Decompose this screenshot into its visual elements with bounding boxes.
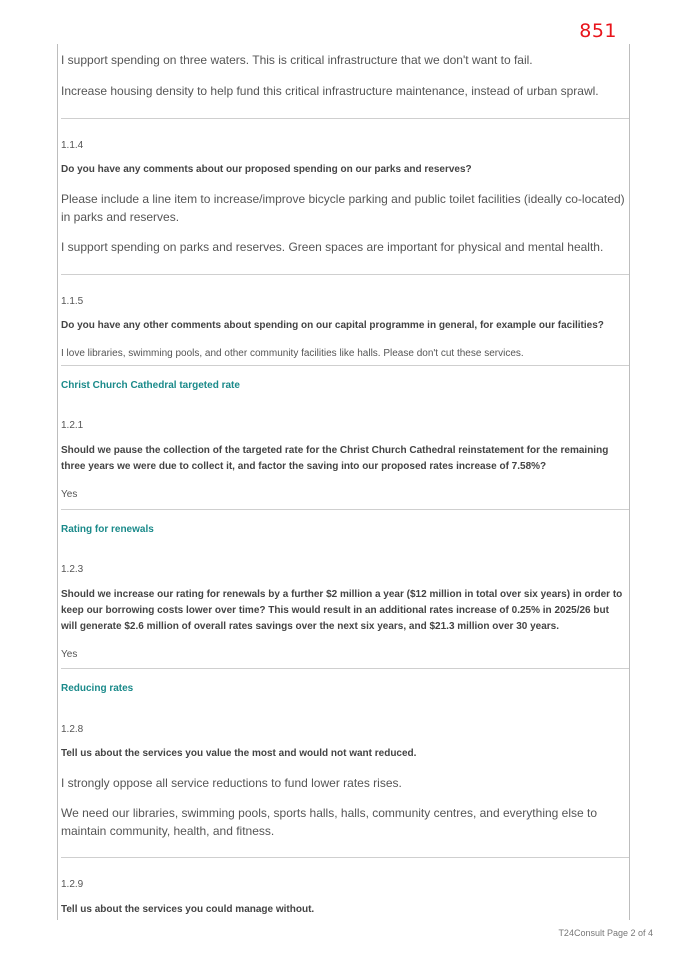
answer-paragraph: Please include a line item to increase/improve bicycle parking and public toilet facilities (ideally co-located) in parks and reserves. — [61, 192, 625, 224]
question-text: Should we pause the collection of the targeted rate for the Christ Church Cathedral reinstatement for the remaining three years we were due to collect it, and factor the saving into our proposed rates increase of 7.58%? — [61, 445, 609, 472]
answer-paragraph: Increase housing density to help fund this critical infrastructure maintenance, instead of urban sprawl. — [61, 84, 599, 98]
section-title: Rating for renewals — [61, 524, 154, 535]
question-text: Do you have any other comments about spending on our capital programme in general, for example our facilities? — [61, 320, 604, 331]
question-number: 1.1.4 — [61, 140, 84, 151]
question-number: 1.1.5 — [61, 296, 84, 307]
question-text: Tell us about the services you value the most and would not want reduced. — [61, 748, 417, 759]
page-number: 851 — [579, 20, 617, 42]
question-text: Do you have any comments about our proposed spending on our parks and reserves? — [61, 164, 472, 175]
separator — [61, 118, 629, 119]
answer-paragraph: I support spending on three waters. This is critical infrastructure that we don't want to fail. — [61, 53, 533, 67]
answer-paragraph: I support spending on parks and reserves. Green spaces are important for physical and mental health. — [61, 240, 604, 254]
question-text: Tell us about the services you could manage without. — [61, 904, 315, 915]
question-number: 1.2.9 — [61, 879, 84, 890]
answer-text: I love libraries, swimming pools, and other community facilities like halls. Please don't cut these services. — [61, 348, 524, 359]
answer-paragraph: We need our libraries, swimming pools, sports halls, halls, community centres, and everything else to maintain community, health, and fitness. — [61, 806, 598, 838]
separator — [61, 509, 629, 510]
page-footer: T24Consult Page 2 of 4 — [558, 928, 653, 938]
section-title: Reducing rates — [61, 683, 134, 694]
separator — [61, 857, 629, 858]
question-text: Should we increase our rating for renewals by a further $2 million a year ($12 million in total over six years) in order to keep our borrowing costs lower over time? This would result in an additional rates increase of 0.25% in 2025/26 but will generate $2.6 million of overall rates savings over the next six years, and $21.3 million over 30 years. — [61, 589, 623, 632]
answer-text: Yes — [61, 489, 78, 500]
separator — [61, 274, 629, 275]
question-number: 1.2.1 — [61, 420, 84, 431]
answer-paragraph: I strongly oppose all service reductions to fund lower rates rises. — [61, 776, 402, 790]
section-title: Christ Church Cathedral targeted rate — [61, 380, 240, 391]
answer-text: Yes — [61, 649, 78, 660]
question-number: 1.2.8 — [61, 724, 84, 735]
separator — [61, 365, 629, 366]
separator — [61, 668, 629, 669]
question-number: 1.2.3 — [61, 564, 84, 575]
